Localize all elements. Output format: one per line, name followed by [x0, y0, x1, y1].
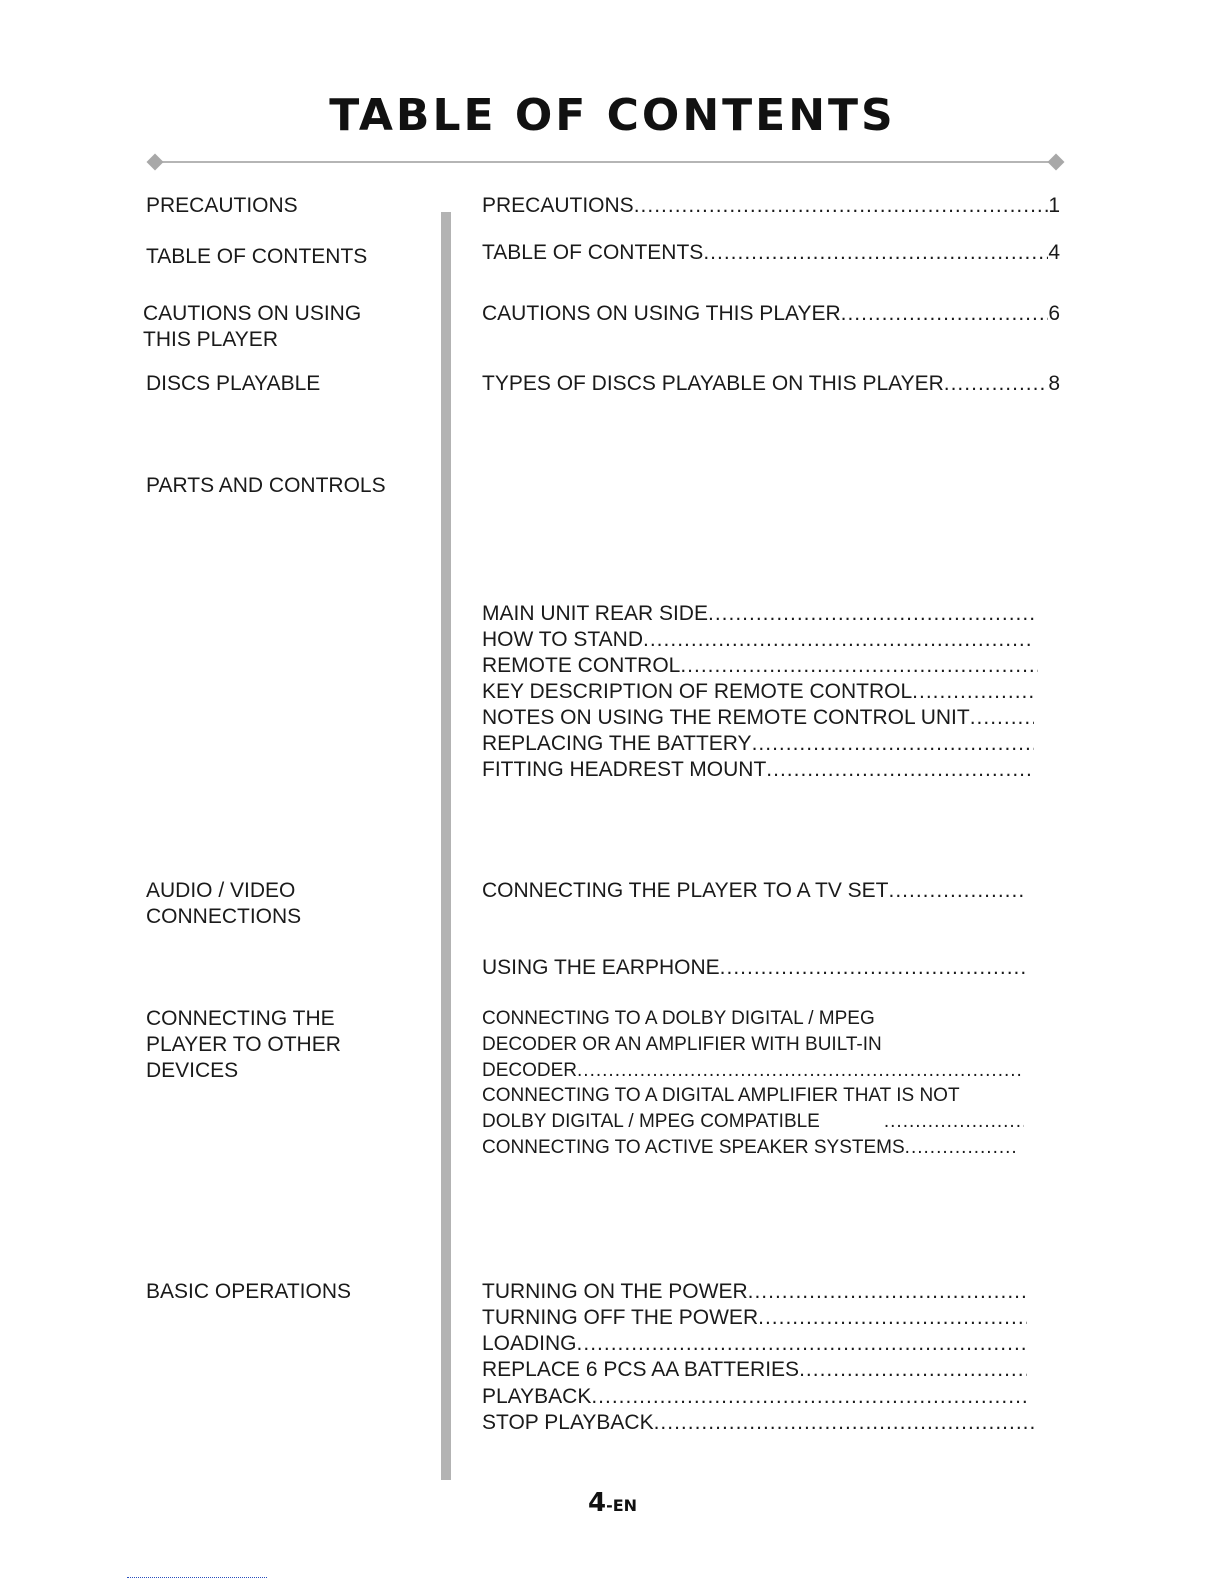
entry-title: DECODER: [482, 1060, 578, 1081]
toc-entry[interactable]: [482, 601, 1044, 627]
entry-title: LOADING: [482, 1332, 577, 1355]
section-precautions[interactable]: PRECAUTIONS: [146, 194, 298, 217]
entry-title: USING THE EARPHONE: [482, 956, 720, 979]
toc-entry-line[interactable]: DECODER OR AN AMPLIFIER WITH BUILT-IN: [482, 1034, 882, 1055]
page-number: [1038, 653, 1048, 679]
dot-leader: [591, 1384, 1027, 1410]
entry-title: TABLE OF CONTENTS: [482, 241, 704, 264]
toc-entry[interactable]: [482, 1135, 1027, 1161]
page-number: [1027, 1305, 1037, 1331]
toc-entry[interactable]: [482, 679, 1044, 705]
dot-leader: [884, 1109, 1024, 1135]
dot-leader: [577, 1058, 1024, 1084]
toc-entry[interactable]: [482, 1058, 1034, 1084]
bottom-link-underline: [127, 1576, 267, 1578]
page-number: [1027, 955, 1037, 981]
toc-entry[interactable]: [482, 240, 1060, 266]
page-number: [1034, 601, 1044, 627]
dot-leader: [758, 1305, 1027, 1331]
entry-title: FITTING HEADREST MOUNT: [482, 758, 767, 781]
entry-title: TURNING ON THE POWER: [482, 1280, 748, 1303]
divider-left-diamond: [147, 154, 164, 171]
column-separator-bar: [441, 212, 451, 1480]
section-cautions[interactable]: CAUTIONS ON USING THIS PLAYER: [143, 302, 362, 351]
entry-title: MAIN UNIT REAR SIDE: [482, 602, 708, 625]
entry-title: HOW TO STAND: [482, 628, 644, 651]
dot-leader: [944, 371, 1049, 397]
toc-entry[interactable]: [482, 371, 1060, 397]
dot-leader: [654, 1410, 1034, 1436]
entry-title: NOTES ON USING THE REMOTE CONTROL UNIT: [482, 706, 970, 729]
page-number: 1: [1048, 194, 1060, 217]
section-basic-operations[interactable]: BASIC OPERATIONS: [146, 1280, 351, 1303]
entry-title: CAUTIONS ON USING THIS PLAYER: [482, 302, 841, 325]
dot-leader: [970, 705, 1034, 731]
toc-entry[interactable]: [482, 193, 1060, 219]
dot-leader: [703, 240, 1048, 266]
toc-entry[interactable]: [482, 1279, 1037, 1305]
dot-leader: [912, 679, 1034, 705]
entry-title: TYPES OF DISCS PLAYABLE ON THIS PLAYER: [482, 372, 944, 395]
dot-leader: [799, 1357, 1027, 1383]
page-number: [1034, 757, 1044, 783]
section-audio-video-connections[interactable]: AUDIO / VIDEO CONNECTIONS: [146, 879, 302, 928]
page-number: [1027, 1384, 1037, 1410]
page-number: [1017, 1135, 1027, 1161]
entry-title: TURNING OFF THE POWER: [482, 1306, 759, 1329]
dot-leader: [748, 1279, 1027, 1305]
entry-title: PRECAUTIONS: [482, 194, 634, 217]
toc-entry-line[interactable]: CONNECTING TO A DOLBY DIGITAL / MPEG: [482, 1008, 875, 1029]
dot-leader: [841, 301, 1049, 327]
page-number: [1024, 1058, 1034, 1084]
section-parts-and-controls[interactable]: PARTS AND CONTROLS: [146, 474, 386, 497]
dot-leader: [708, 601, 1034, 627]
page-number: [1034, 627, 1044, 653]
dot-leader: [643, 627, 1034, 653]
dot-leader: [889, 878, 1028, 904]
toc-entry[interactable]: [482, 301, 1060, 327]
page-number: [1027, 1357, 1037, 1383]
toc-entry-line[interactable]: CONNECTING TO A DIGITAL AMPLIFIER THAT IS NOT: [482, 1085, 960, 1106]
section-connecting-other-devices[interactable]: CONNECTING THE PLAYER TO OTHER DEVICES: [146, 1007, 341, 1082]
dot-leader: [752, 731, 1034, 757]
entry-title: DOLBY DIGITAL / MPEG COMPATIBLE: [482, 1111, 820, 1132]
dot-leader: [905, 1135, 1017, 1161]
toc-entry[interactable]: [482, 705, 1044, 731]
page-number: [1034, 731, 1044, 757]
toc-entry[interactable]: [482, 1384, 1037, 1410]
toc-entry[interactable]: [482, 955, 1037, 981]
entry-title: REPLACING THE BATTERY: [482, 732, 752, 755]
page-number: [1024, 1109, 1034, 1135]
entry-title: CONNECTING TO ACTIVE SPEAKER SYSTEMS: [482, 1137, 905, 1158]
entry-title: REMOTE CONTROL: [482, 654, 681, 677]
toc-entry[interactable]: [482, 653, 1048, 679]
toc-entry[interactable]: [482, 1109, 1034, 1135]
entry-title: REPLACE 6 PCS AA BATTERIES: [482, 1358, 800, 1381]
entry-title: CONNECTING THE PLAYER TO A TV SET: [482, 879, 889, 902]
toc-entry[interactable]: [482, 878, 1037, 904]
toc-entry[interactable]: [482, 1305, 1037, 1331]
toc-entry[interactable]: [482, 1331, 1037, 1357]
title-divider: [153, 161, 1058, 163]
page-footer: [0, 1488, 1225, 1518]
dot-leader: [766, 757, 1034, 783]
entry-title: KEY DESCRIPTION OF REMOTE CONTROL: [482, 680, 913, 703]
page-number: [1027, 1331, 1037, 1357]
entry-title: PLAYBACK: [482, 1385, 592, 1408]
page-title: TABLE OF CONTENTS: [329, 90, 896, 141]
page-number: [1034, 705, 1044, 731]
page-number: [1027, 1279, 1037, 1305]
toc-entry[interactable]: [482, 757, 1044, 783]
entry-title: STOP PLAYBACK: [482, 1411, 654, 1434]
spacer: [820, 1109, 884, 1135]
divider-right-diamond: [1048, 154, 1065, 171]
dot-leader: [634, 193, 1049, 219]
toc-entry[interactable]: [482, 1410, 1044, 1436]
section-table-of-contents[interactable]: TABLE OF CONTENTS: [146, 245, 368, 268]
page-number: [1027, 878, 1037, 904]
page-number: [1034, 1410, 1044, 1436]
page-number: 8: [1048, 372, 1060, 395]
section-discs-playable[interactable]: DISCS PLAYABLE: [146, 372, 321, 395]
page-number: 4: [1048, 241, 1060, 264]
dot-leader: [680, 653, 1038, 679]
toc-entry[interactable]: [482, 1357, 1037, 1383]
page-number: [1034, 679, 1044, 705]
footer-page-number: 4: [587, 1488, 607, 1518]
toc-entry[interactable]: [482, 731, 1044, 757]
dot-leader: [720, 955, 1027, 981]
footer-language-suffix: -EN: [606, 1496, 638, 1515]
page-number: 6: [1048, 302, 1060, 325]
dot-leader: [577, 1331, 1027, 1357]
toc-entry[interactable]: [482, 627, 1044, 653]
